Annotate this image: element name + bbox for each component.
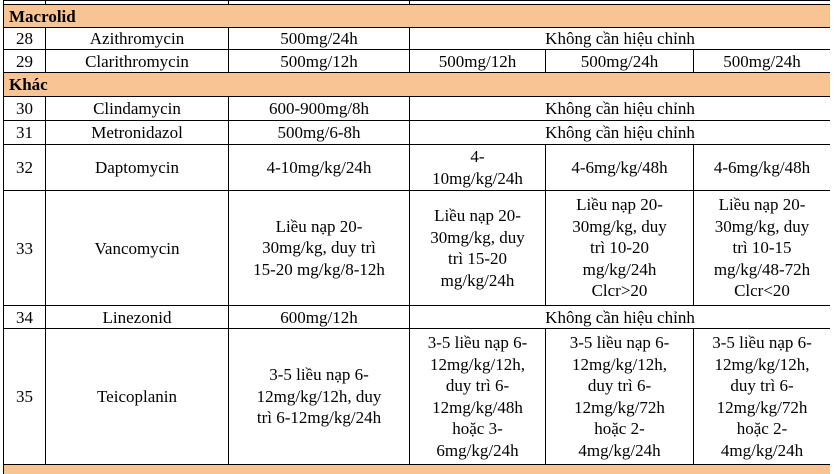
adjusted-dose-1: 4- 10mg/kg/24h bbox=[410, 145, 546, 191]
section-title: Khác bbox=[4, 73, 831, 97]
adjusted-dose-3: Liều nạp 20- 30mg/kg, duy trì 10-15 mg/kg/48-72h Clcr<20 bbox=[694, 191, 831, 306]
row-number: 30 bbox=[4, 97, 46, 121]
table-row bbox=[4, 28, 831, 50]
adjusted-dose-3: 3-5 liều nạp 6- 12mg/kg/12h, duy trì 6- 12mg/kg/72h hoặc 2- 4mg/kg/24h bbox=[694, 329, 831, 465]
table-row bbox=[4, 329, 831, 465]
section-header-khac bbox=[4, 73, 831, 97]
adjusted-dose-1: Liều nạp 20- 30mg/kg, duy trì 15-20 mg/kg/24h bbox=[410, 191, 546, 306]
adjusted-dose-3: 500mg/24h bbox=[694, 50, 831, 73]
row-number: 28 bbox=[4, 28, 46, 50]
drug-name: Linezonid bbox=[46, 306, 229, 329]
adjusted-dose-2: 3-5 liều nạp 6- 12mg/kg/12h, duy trì 6- 12mg/kg/72h hoặc 2- 4mg/kg/24h bbox=[546, 329, 694, 465]
drug-name: Azithromycin bbox=[46, 28, 229, 50]
drug-name: Clindamycin bbox=[46, 97, 229, 121]
adjustment-note: Không cần hiệu chỉnh bbox=[410, 306, 831, 329]
drug-name: Teicoplanin bbox=[46, 329, 229, 465]
standard-dose: 4-10mg/kg/24h bbox=[229, 145, 410, 191]
standard-dose: 3-5 liều nạp 6- 12mg/kg/12h, duy trì 6-12mg/kg/24h bbox=[229, 329, 410, 465]
row-number: 34 bbox=[4, 306, 46, 329]
adjusted-dose-3: 4-6mg/kg/48h bbox=[694, 145, 831, 191]
table-row bbox=[4, 306, 831, 329]
table-row bbox=[4, 145, 831, 191]
row-number: 35 bbox=[4, 329, 46, 465]
table-row bbox=[4, 50, 831, 73]
adjusted-dose-2: 500mg/24h bbox=[546, 50, 694, 73]
adjusted-dose-1: 500mg/12h bbox=[410, 50, 546, 73]
row-number: 33 bbox=[4, 191, 46, 306]
row-number: 31 bbox=[4, 121, 46, 145]
adjusted-dose-1: 3-5 liều nạp 6- 12mg/kg/12h, duy trì 6- 12mg/kg/48h hoặc 3- 6mg/kg/24h bbox=[410, 329, 546, 465]
drug-name: Vancomycin bbox=[46, 191, 229, 306]
drug-name: Daptomycin bbox=[46, 145, 229, 191]
adjusted-dose-2: 4-6mg/kg/48h bbox=[546, 145, 694, 191]
standard-dose: 500mg/12h bbox=[229, 50, 410, 73]
antibiotic-dosing-table bbox=[3, 0, 830, 474]
row-number: 29 bbox=[4, 50, 46, 73]
section-header-macrolid bbox=[4, 5, 831, 28]
section-title: Macrolid bbox=[4, 5, 831, 28]
table-wrapper bbox=[3, 0, 830, 474]
standard-dose: 500mg/6-8h bbox=[229, 121, 410, 145]
table-row bbox=[4, 97, 831, 121]
table-row bbox=[4, 191, 831, 306]
section-header-clipped bbox=[4, 465, 831, 474]
standard-dose: 600-900mg/8h bbox=[229, 97, 410, 121]
drug-name: Metronidazol bbox=[46, 121, 229, 145]
adjusted-dose-2: Liều nạp 20- 30mg/kg, duy trì 10-20 mg/kg/24h Clcr>20 bbox=[546, 191, 694, 306]
standard-dose: 600mg/12h bbox=[229, 306, 410, 329]
adjustment-note: Không cần hiệu chỉnh bbox=[410, 28, 831, 50]
drug-name: Clarithromycin bbox=[46, 50, 229, 73]
standard-dose: Liều nạp 20- 30mg/kg, duy trì 15-20 mg/kg/8-12h bbox=[229, 191, 410, 306]
adjustment-note: Không cần hiệu chỉnh bbox=[410, 97, 831, 121]
adjustment-note: Không cần hiệu chỉnh bbox=[410, 121, 831, 145]
table-row bbox=[4, 121, 831, 145]
standard-dose: 500mg/24h bbox=[229, 28, 410, 50]
row-number: 32 bbox=[4, 145, 46, 191]
